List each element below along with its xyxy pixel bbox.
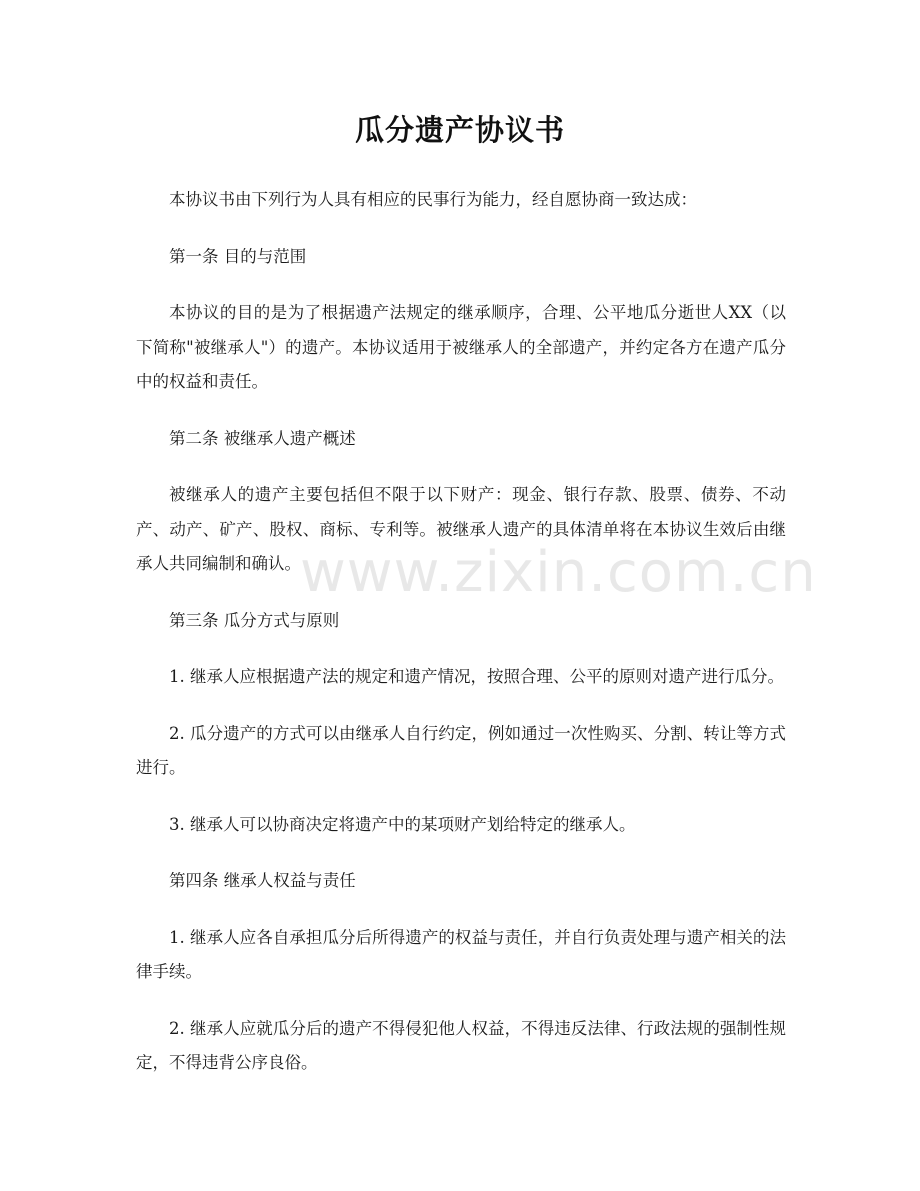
document-title: 瓜分遗产协议书 — [354, 113, 565, 147]
section-4-paragraph-1: 1. 继承人应各自承担瓜分后所得遗产的权益与责任，并自行负责处理与遗产相关的法律手续。 — [136, 927, 786, 981]
section-1-heading: 第一条 目的与范围 — [169, 246, 307, 266]
section-1-paragraph-1: 本协议的目的是为了根据遗产法规定的继承顺序，合理、公平地瓜分逝世人XX（以下简称"被继承人"）的遗产。本协议适用于被继承人的全部遗产，并约定各方在遗产瓜分中的权益和责任。 — [136, 303, 786, 391]
section-4-heading: 第四条 继承人权益与责任 — [169, 871, 356, 890]
intro-paragraph: 本协议书由下列行为人具有相应的民事行为能力，经自愿协商一致达成： — [169, 190, 697, 209]
section-4-paragraph-2: 2. 继承人应就瓜分后的遗产不得侵犯他人权益，不得违反法律、行政法规的强制性规定，不得违背公序良俗。 — [136, 1018, 786, 1072]
document-body — [136, 183, 786, 1103]
section-2-heading: 第二条 被继承人遗产概述 — [169, 428, 356, 448]
section-3-paragraph-1: 1. 继承人应根据遗产法的规定和遗产情况，按照合理、公平的原则对遗产进行瓜分。 — [169, 667, 784, 686]
section-3-paragraph-2: 2. 瓜分遗产的方式可以由继承人自行约定，例如通过一次性购买、分割、转让等方式进行。 — [136, 723, 786, 777]
section-3-heading: 第三条 瓜分方式与原则 — [169, 610, 340, 630]
section-3-paragraph-3: 3. 继承人可以协商决定将遗产中的某项财产划给特定的继承人。 — [169, 814, 636, 834]
watermark: www.zixin.com.cn — [300, 540, 817, 605]
section-2-paragraph-1: 被继承人的遗产主要包括但不限于以下财产：现金、银行存款、股票、债券、不动产、动产、矿产、股权、商标、专利等。被继承人遗产的具体清单将在本协议生效后由继承人共同编制和确认。 — [136, 485, 786, 573]
